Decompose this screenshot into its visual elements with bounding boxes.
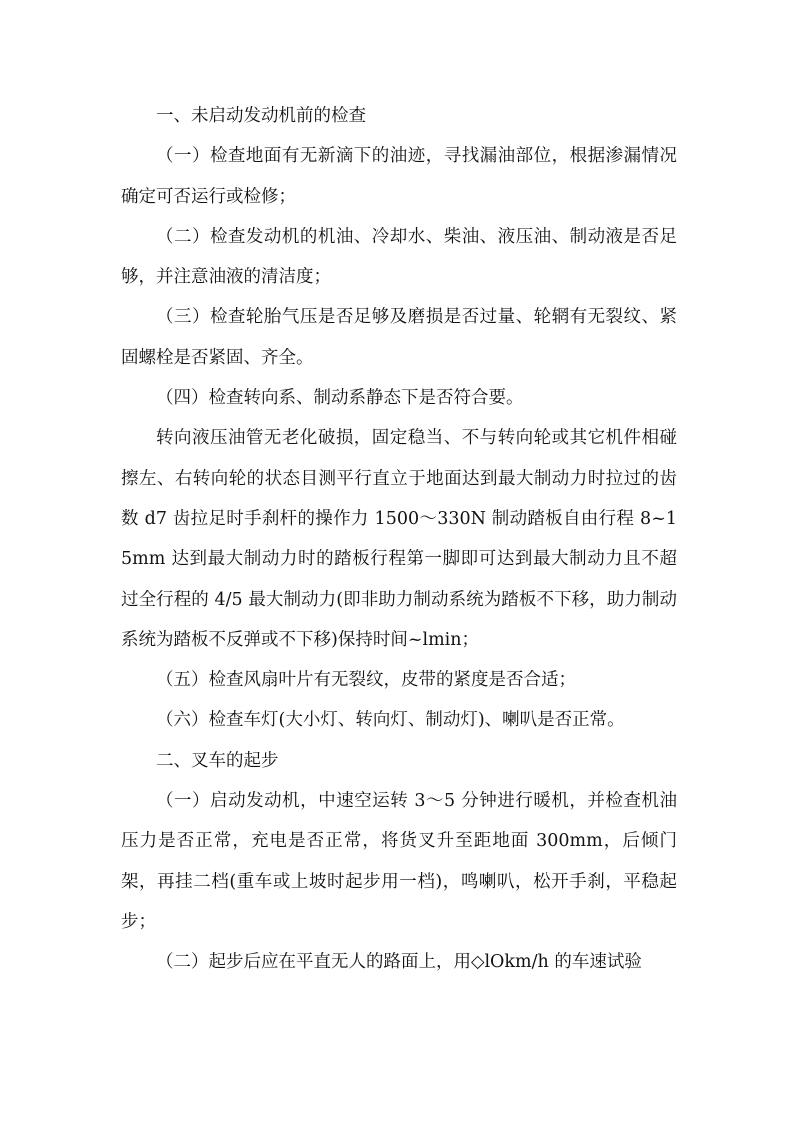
section-heading-pre-start-check: 一、未启动发动机前的检查 [156,106,366,126]
section-heading-forklift-start: 二、叉车的起步 [156,750,279,771]
paragraph-check-lights-horn: （六）检查车灯(大小灯、转向灯、制动灯)、喇叭是否正常。 [156,710,625,731]
paragraph-check-ground-leaks: （一）检查地面有无新滴下的油迹，寻找漏油部位，根据渗漏情况确定可否运行或检修； [121,146,677,207]
paragraph-after-start-test: （二）起步后应在平直无人的路面上，用◇lOkm/h 的车速试验 [156,952,642,973]
paragraph-check-fan-belt: （五）检查风扇叶片有无裂纹，皮带的紧度是否合适； [156,670,576,691]
paragraph-steering-brake-details: 转向液压油管无老化破损，固定稳当、不与转向轮或其它机件相碰擦左、右转向轮的状态目测平行直立于地面达到最大制动力时拉过的齿数 d7 齿拉足时手刹杆的操作力 1500～330N 制动踏板自由行程 8~15mm 达到最大制动力时的踏板行程第一脚即可达到最大制动力且不超过全行程的 4/5 最大制动力(即非助力制动系统为踏板不下移，助力制动系统为踏板不反弹或不下移)保持时间~lmin； [121,428,677,650]
paragraph-check-steering-brakes: （四）检查转向系、制动系静态下是否符合要。 [156,388,524,409]
paragraph-check-fluids: （二）检查发动机的机油、冷却水、柴油、液压油、制动液是否足够，并注意油液的清洁度； [121,226,677,288]
document-body [121,96,677,983]
paragraph-start-engine: （一）启动发动机，中速空运转 3～5 分钟进行暖机，并检查机油压力是否正常，充电是否正常，将货叉升至距地面 300mm，后倾门架，再挂二档(重车或上坡时起步用一档)，鸣喇叭，松开手刹，平稳起步； [121,791,677,932]
paragraph-check-tires: （三）检查轮胎气压是否足够及磨损是否过量、轮辋有无裂纹、紧固螺栓是否紧固、齐全。 [121,307,677,368]
